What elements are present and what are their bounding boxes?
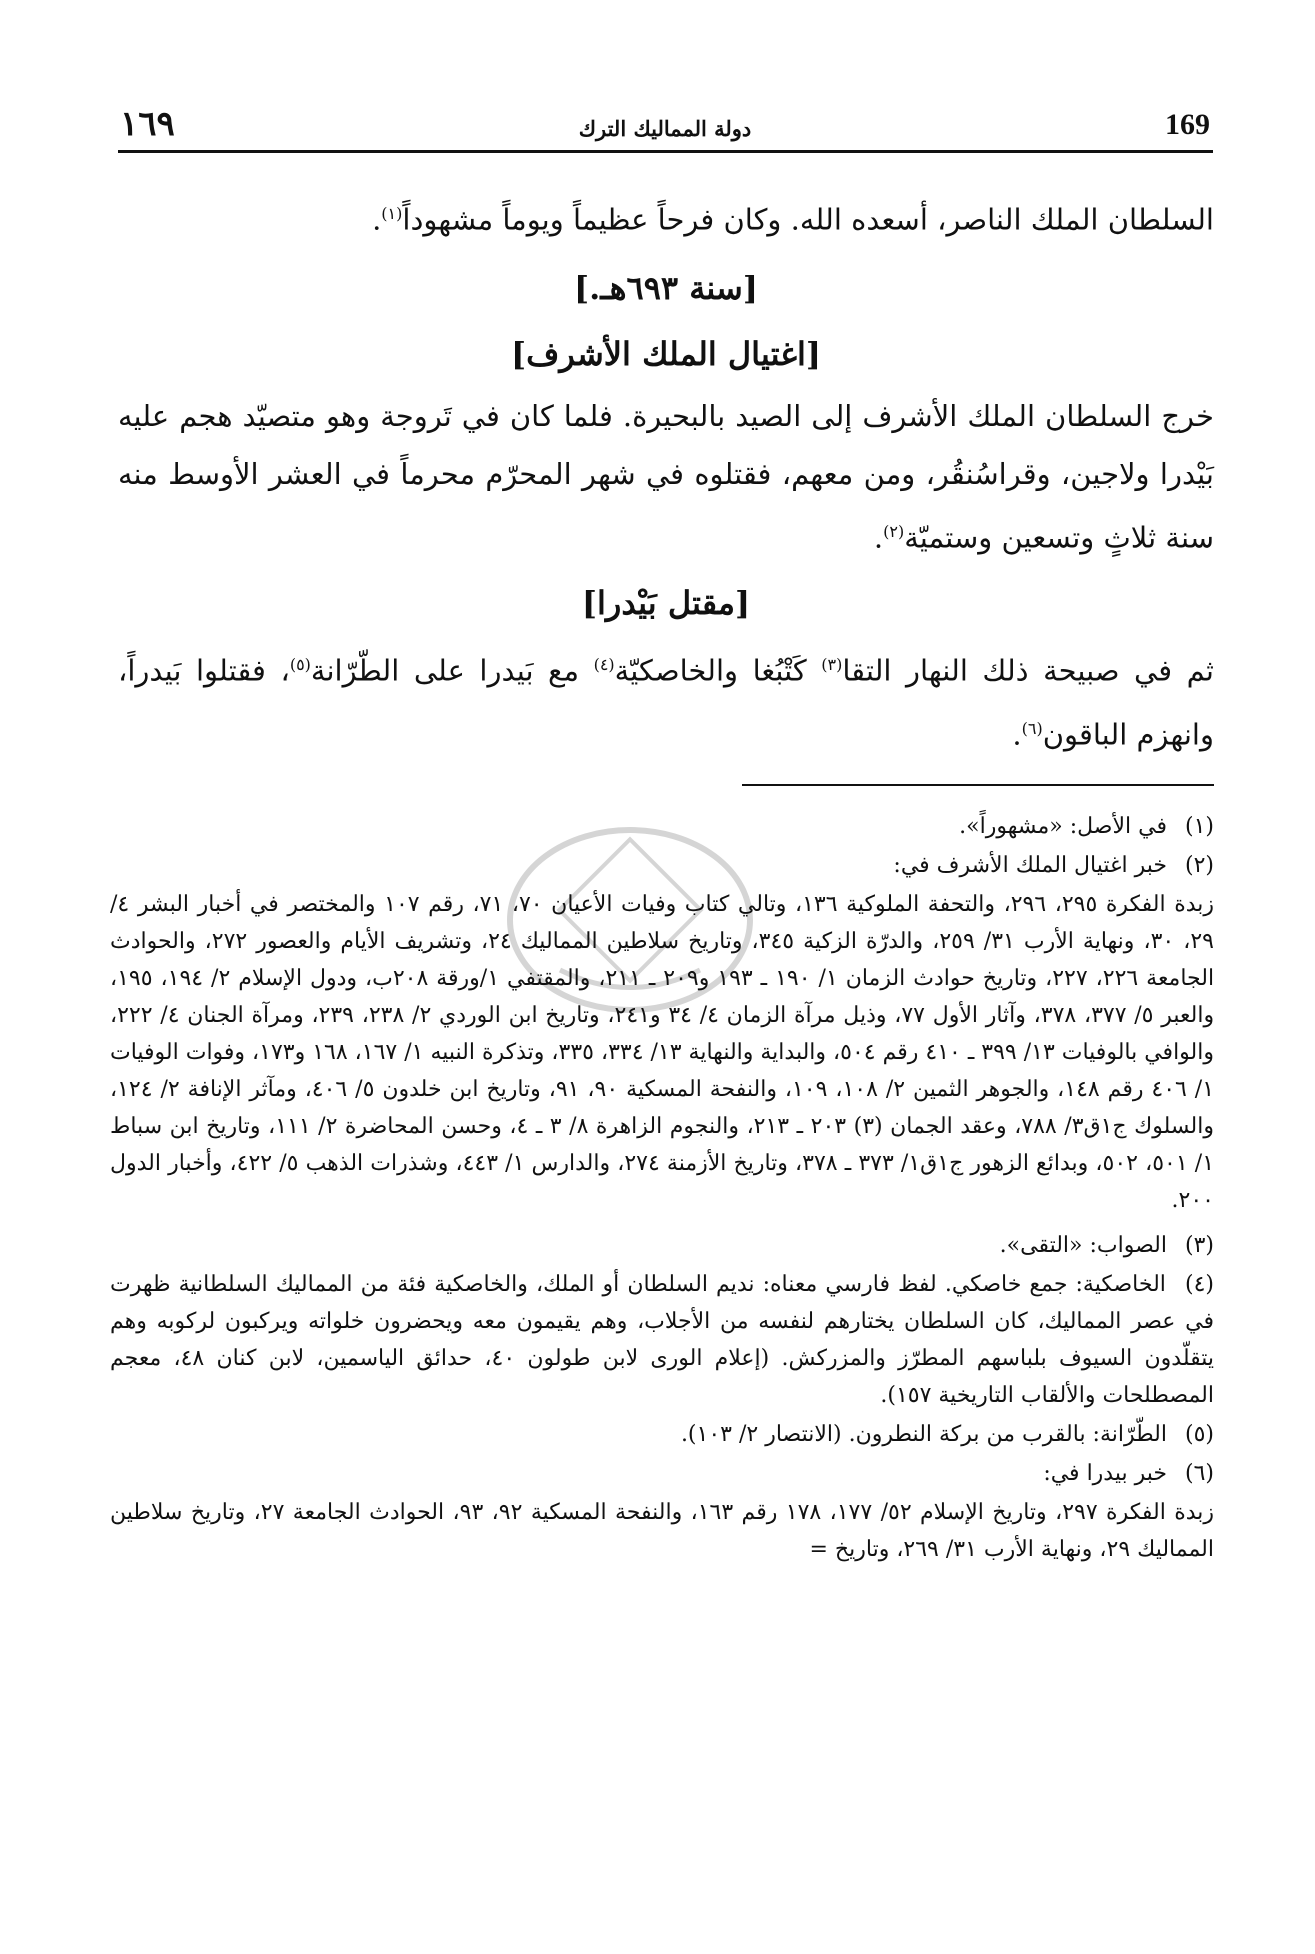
paragraph-2: خرج السلطان الملك الأشرف إلى الصيد بالبحيرة. فلما كان في تَروجة وهو متصيّد هجم عليه بَيْدرا ولاجين، وقراسُنقُر، ومن معهم، فقتلوه في شهر المحرّم محرماً في العشر الأوسط منه سنة ثلاثٍ وتسعين وستميّة$^{(٢)}$. [118, 398, 1214, 555]
heading-year: [سنة ٦٩٣هـ.] [574, 268, 758, 307]
page-number-arabic: ١٦٩ [120, 104, 175, 144]
footnote-ref: (٣) [821, 655, 843, 675]
header-rule [118, 150, 1213, 153]
footnote-4: (٤) الخاصكية: جمع خاصكي. لفظ فارسي معناه: نديم السلطان أو الملك، والخاصكية فئة من المماليك السلطانية ظهرت في عصر المماليك، كان السلطان يختارهم لنفسه من الأجلاب، وهم يقيمون معه ويحضرون خلواته ويركبون لركوبه وهم يتقلّدون السيوف بلباسهم المطرّز والمزركش. (إعلام الورى لابن طولون ٤٠، حدائق الياسمين، لابن كنان ٤٨، معجم المصطلحات والألقاب التاريخية ١٥٧). [110, 1272, 1214, 1408]
footnotes [110, 808, 1214, 1570]
paragraph-1: السلطان الملك الناصر، أسعده الله. وكان فرحاً عظيماً ويوماً مشهوداً$^{(١)}$. [372, 202, 1214, 237]
footnote-ref: (٢) [883, 521, 905, 541]
page-header [120, 104, 1210, 148]
paragraph-3: ثم في صبيحة ذلك النهار التقا$^{(٣)}$ كَتْبُغا والخاصكيّة$^{(٤)}$ مع بَيدرا على الطّرّانة$^{(٥)}$، فقتلوا بَيدراً، وانهزم الباقون$^{(٦)}$. [118, 653, 1214, 752]
page-number-latin: 169 [1165, 108, 1210, 141]
footnote-3: (٣) الصواب: «التقى». [999, 1233, 1214, 1258]
footnote-2-sources: زبدة الفكرة ٢٩٥، ٢٩٦، والتحفة الملوكية ١٣٦، وتالي كتاب وفيات الأعيان ٧٠، ٧١، رقم ١٠٧ والمختصر في أخبار البشر ٤/ ٢٩، ٣٠، ونهاية الأرب ٣١/ ٢٥٩، والدرّة الزكية ٣٤٥، وتاريخ سلاطين المماليك ٢٤، وتشريف الأيام والعصور ٢٧٢، والحوادث الجامعة ٢٢٦، ٢٢٧، وتاريخ حوادث الزمان ١/ ١٩٠ ـ ١٩٣ و٢٠٩ ـ ٢١١، والمقتفي ١/ورقة ٢٠٨ب، ودول الإسلام ٢/ ١٩٤، ١٩٥، والعبر ٥/ ٣٧٧، ٣٧٨، وآثار الأول ٧٧، وذيل مرآة الزمان ٤/ ٣٤ و٢٤١، وتاريخ ابن الوردي ٢/ ٢٣٨، ٢٣٩، ومرآة الجنان ٤/ ٢٢٢، والوافي بالوفيات ١٣/ ٣٩٩ ـ ٤١٠ رقم ٥٠٤، والبداية والنهاية ١٣/ ٣٣٤، ٣٣٥، وتذكرة النبيه ١/ ١٦٧، ١٦٨ و١٧٣، وفوات الوفيات ١/ ٤٠٦ رقم ١٤٨، والجوهر الثمين ٢/ ١٠٨، ١٠٩، والنفحة المسكية ٩٠، ٩١، وتاريخ ابن خلدون ٥/ ٤٠٦، ومآثر الإنافة ٢/ ١٢٤، والسلوك ج١ق٣/ ٧٨٨، وعقد الجمان (٣) ٢٠٣ ـ ٢١٣، والنجوم الزاهرة ٨/ ٣ ـ ٤، وحسن المحاضرة ٢/ ١١١، وتاريخ ابن سباط ١/ ٥٠١، ٥٠٢، وبدائع الزهور ج١ق١/ ٣٧٣ ـ ٣٧٨، وتاريخ الأزمنة ٢٧٤، والدارس ١/ ٤٤٣، وشذرات الذهب ٥/ ٤٢٢، وأخبار الدول ٢٠٠. [109, 892, 1215, 1213]
footnote-ref: (٥) [289, 655, 311, 675]
footnote-separator [742, 784, 1214, 786]
heading-assassination: [اغتيال الملك الأشرف] [511, 334, 821, 373]
footnote-1: (١) في الأصل: «مشهوراً». [959, 814, 1214, 839]
footnote-2: (٢) خبر اغتيال الملك الأشرف في: [893, 853, 1214, 878]
main-text [118, 185, 1214, 764]
footnote-ref: (٤) [593, 655, 615, 675]
footnote-5: (٥) الطّرّانة: بالقرب من بركة النطرون. (الانتصار ٢/ ١٠٣). [680, 1422, 1214, 1447]
footnote-6: (٦) خبر بيدرا في: [1043, 1461, 1214, 1486]
heading-baydara: [مقتل بَيْدرا] [581, 584, 751, 623]
footnote-6-sources: زبدة الفكرة ٢٩٧، وتاريخ الإسلام ٥٢/ ١٧٧، ١٧٨ رقم ١٦٣، والنفحة المسكية ٩٢، ٩٣، الحوادث الجامعة ٢٧، وتاريخ سلاطين المماليك ٢٩، ونهاية الأرب ٣١/ ٢٦٩، وتاريخ = [110, 1500, 1215, 1562]
running-title: دولة المماليك الترك [578, 116, 752, 141]
footnote-ref: (٦) [1021, 718, 1043, 738]
footnote-ref: (١) [381, 204, 403, 223]
